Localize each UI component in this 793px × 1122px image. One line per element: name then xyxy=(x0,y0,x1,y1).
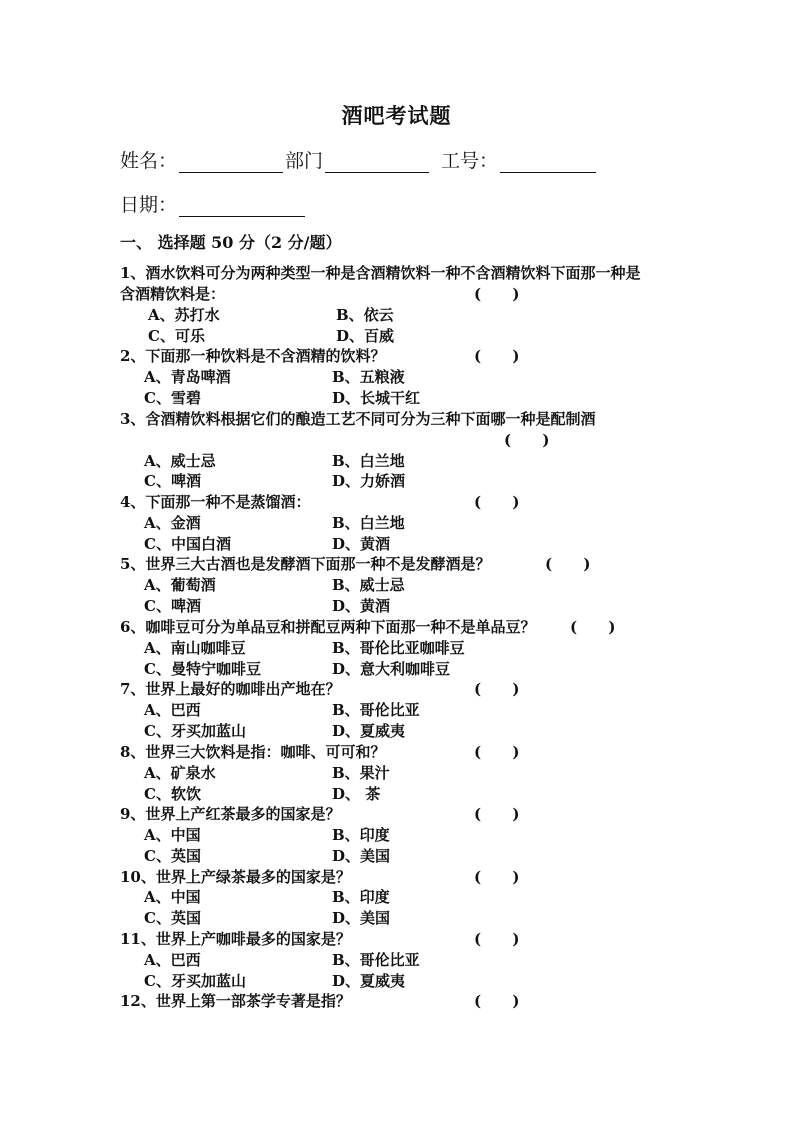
option-c: C、英国 xyxy=(144,909,201,927)
page-title: 酒吧考试题 xyxy=(341,103,452,128)
date-field[interactable] xyxy=(179,196,305,217)
question-2: 2、下面那一种饮料是不含酒精的饮料？ xyxy=(120,347,386,365)
answer-blank[interactable]: ( ) xyxy=(474,743,520,761)
option-c: C、啤酒 xyxy=(144,597,201,615)
answer-blank[interactable]: ( ) xyxy=(474,493,520,511)
option-b: B、依云 xyxy=(336,306,394,324)
question-1: 1、酒水饮料可分为两种类型一种是含酒精饮料一种不含酒精饮料下面那一种是 xyxy=(120,264,641,282)
question-6: 6、咖啡豆可分为单品豆和拼配豆两种下面那一种不是单品豆？ xyxy=(120,618,536,636)
answer-blank[interactable]: ( ) xyxy=(570,618,616,636)
option-a: A、矿泉水 xyxy=(144,764,216,782)
answer-blank[interactable]: ( ) xyxy=(474,992,520,1010)
question-9: 9、世界上产红茶最多的国家是？ xyxy=(120,805,341,823)
info-row-1 xyxy=(120,146,598,173)
option-c: C、可乐 xyxy=(148,327,205,345)
option-b: B、白兰地 xyxy=(332,452,405,470)
option-d: D、力娇酒 xyxy=(332,472,406,490)
option-a: A、葡萄酒 xyxy=(144,576,216,594)
option-a: A、巴西 xyxy=(144,951,201,969)
option-d: D、意大利咖啡豆 xyxy=(332,660,451,678)
date-label: 日期： xyxy=(120,194,178,216)
option-d: D、美国 xyxy=(332,847,391,865)
option-b: B、印度 xyxy=(332,888,390,906)
option-d: D、夏威夷 xyxy=(332,722,406,740)
question-11: 11、世界上产咖啡最多的国家是？ xyxy=(120,930,351,948)
option-d: D、黄酒 xyxy=(332,535,391,553)
option-a: A、中国 xyxy=(144,888,201,906)
info-row-2 xyxy=(120,190,307,217)
question-5: 5、世界三大古酒也是发酵酒下面那一种不是发酵酒是？ xyxy=(120,555,491,573)
option-b: B、哥伦比亚 xyxy=(332,701,420,719)
option-b: B、果汁 xyxy=(332,764,390,782)
option-a: A、苏打水 xyxy=(148,306,220,324)
option-a: A、威士忌 xyxy=(144,452,216,470)
option-a: A、金酒 xyxy=(144,514,201,532)
answer-blank[interactable]: ( ) xyxy=(474,680,520,698)
option-c: C、牙买加蓝山 xyxy=(144,722,246,740)
option-c: C、英国 xyxy=(144,847,201,865)
option-d: D、夏威夷 xyxy=(332,972,406,990)
option-c: C、雪碧 xyxy=(144,389,201,407)
option-c: C、中国白酒 xyxy=(144,535,231,553)
option-d: D、长城干红 xyxy=(332,389,421,407)
answer-blank[interactable]: ( ) xyxy=(474,805,520,823)
option-d: D、美国 xyxy=(332,909,391,927)
question-3: 3、含酒精饮料根据它们的酿造工艺不同可分为三种下面哪一种是配制酒 xyxy=(120,410,596,428)
answer-blank[interactable]: ( ) xyxy=(545,555,591,573)
dept-label: 部门 xyxy=(285,150,324,172)
question-1-cont: 含酒精饮料是： xyxy=(120,285,226,303)
option-b: B、哥伦比亚 xyxy=(332,951,420,969)
option-d: D、黄酒 xyxy=(332,597,391,615)
id-label: 工号： xyxy=(441,150,499,172)
id-field[interactable] xyxy=(500,152,596,173)
option-b: B、印度 xyxy=(332,826,390,844)
option-b: B、五粮液 xyxy=(332,368,405,386)
option-d: D、百威 xyxy=(336,327,395,345)
option-c: C、曼特宁咖啡豆 xyxy=(144,660,261,678)
option-d: D、 茶 xyxy=(332,785,381,803)
option-c: C、啤酒 xyxy=(144,472,201,490)
dept-field[interactable] xyxy=(325,152,429,173)
option-a: A、中国 xyxy=(144,826,201,844)
answer-blank[interactable]: ( ) xyxy=(474,347,520,365)
option-c: C、牙买加蓝山 xyxy=(144,972,246,990)
name-field[interactable] xyxy=(179,152,283,173)
answer-blank[interactable]: ( ) xyxy=(474,285,520,303)
name-label: 姓名： xyxy=(120,150,178,172)
option-b: B、威士忌 xyxy=(332,576,405,594)
section-heading: 一、 选择题 50 分（2 分/题） xyxy=(120,233,342,252)
question-7: 7、世界上最好的咖啡出产地在？ xyxy=(120,680,341,698)
option-b: B、白兰地 xyxy=(332,514,405,532)
option-a: A、南山咖啡豆 xyxy=(144,639,246,657)
question-4: 4、下面那一种不是蒸馏酒： xyxy=(120,493,311,511)
question-8: 8、世界三大饮料是指：咖啡、可可和？ xyxy=(120,743,386,761)
option-b: B、哥伦比亚咖啡豆 xyxy=(332,639,465,657)
option-c: C、软饮 xyxy=(144,785,201,803)
option-a: A、巴西 xyxy=(144,701,201,719)
question-10: 10、世界上产绿茶最多的国家是？ xyxy=(120,868,351,886)
answer-blank[interactable]: ( ) xyxy=(474,930,520,948)
answer-blank[interactable]: ( ) xyxy=(474,868,520,886)
question-12: 12、世界上第一部茶学专著是指？ xyxy=(120,992,351,1010)
option-a: A、青岛啤酒 xyxy=(144,368,231,386)
answer-blank[interactable]: ( ) xyxy=(504,431,550,449)
